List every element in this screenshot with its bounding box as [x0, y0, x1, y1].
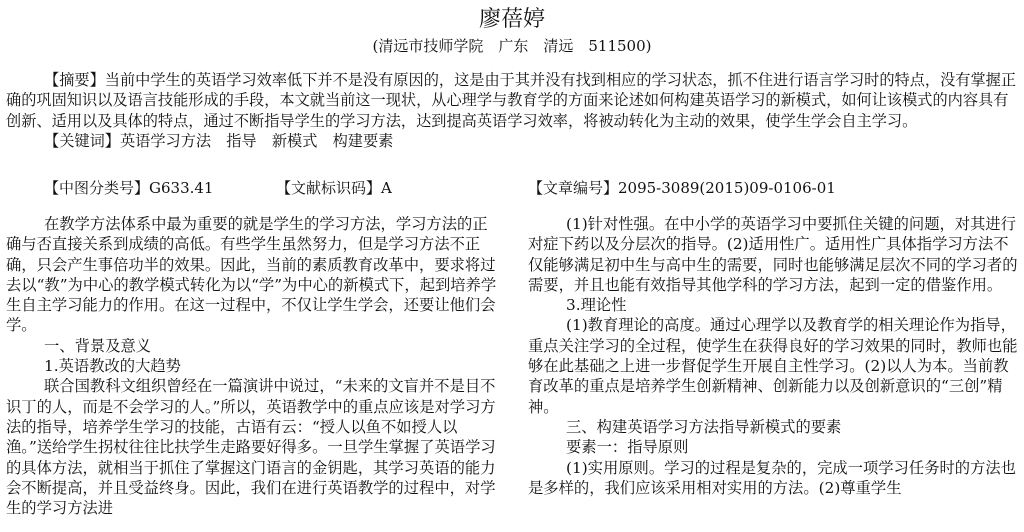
author-name: 廖蓓婷	[478, 7, 545, 32]
section-heading-background: 一、背景及意义	[44, 336, 152, 355]
section-heading-elements: 三、构建英语学习方法指导新模式的要素	[566, 417, 842, 436]
theory-paragraph: (1)教育理论的高度。通过心理学以及教育学的相关理论作为指导，重点关注学习的全过程，使学生在获得良好的学习效果的同时，教师也能够在此基础之上进一步督促学生开展自主性学习。(2)以人为本。当前教育改革的重点是培养学生创新精神、创新能力以及创新意识的“三创”精神。	[528, 316, 1018, 416]
clc-number: 【中图分类号】G633.41	[44, 179, 214, 197]
abstract-text: 【摘要】当前中学生的英语学习效率低下并不是没有原因的，这是由于其并没有找到相应的学习状态，抓不住进行语言学习时的特点，没有掌握正确的巩固知识以及语言技能形成的手段，本文就当前这一现状，从心理学与教育学的方面来论述如何构建英语学习的新模式，如何让该模式的内容具有创新、适用以及具体的特点，通过不断指导学生的学习方法，达到提高英语学习效率，将被动转化为主动的效果，使学生学会自主学习。	[6, 71, 1016, 130]
left-column	[6, 214, 498, 518]
subsection-heading-trend: 1.英语教改的大趋势	[44, 357, 181, 376]
right-column	[528, 214, 1018, 498]
author-affiliation: (清远市技师学院 广东 清远 511500)	[372, 37, 652, 55]
abstract-block	[6, 70, 1016, 152]
unesco-paragraph: 联合国教科文组织曾经在一篇演讲中说过，“未来的文盲并不是目不识丁的人，而是不会学习的人。”所以，英语教学中的重点应该是对学习方法的指导，培养学生学习的技能，古语有云：“授人以鱼不如授人以渔。”送给学生拐杖往往比扶学生走路要好得多。一旦学生掌握了英语学习的具体方法，就相当于抓住了掌握这门语言的金钥匙，其学习英语的能力会不断提高，并且受益终身。因此，我们在进行英语教学的过程中，对学生的学习方法进	[6, 377, 496, 518]
article-number: 【文章编号】2095-3089(2015)09-0106-01	[528, 179, 836, 197]
element-one-heading: 要素一：指导原则	[566, 438, 689, 457]
intro-paragraph: 在教学方法体系中最为重要的就是学生的学习方法，学习方法的正确与否直接关系到成绩的高低。有些学生虽然努力，但是学习方法不正确，只会产生事倍功半的效果。因此，当前的素质教育改革中，要求将过去以“教”为中心的教学模式转化为以“学”为中心的新模式下，起到培养学生自主学习能力的作用。在这一过程中，不仅让学生学会，还要让他们会学。	[6, 215, 497, 335]
applicability-paragraph: (1)针对性强。在中小学的英语学习中要抓住关键的问题，对其进行对症下药以及分层次的指导。(2)适用性广。适用性广具体指学习方法不仅能够满足初中生与高中生的需要，同时也能够满足层次不同的学习者的需要，并且也能有效指导其他学科的学习方法，起到一定的借鉴作用。	[528, 215, 1018, 294]
keywords: 【关键词】英语学习方法 指导 新模式 构建要素	[44, 132, 394, 151]
subsection-heading-theory: 3.理论性	[566, 296, 627, 315]
principles-paragraph: (1)实用原则。学习的过程是复杂的，完成一项学习任务时的方法也是多样的，我们应该采用相对实用的方法。(2)尊重学生	[528, 458, 1016, 497]
document-code: 【文献标识码】A	[276, 179, 392, 197]
